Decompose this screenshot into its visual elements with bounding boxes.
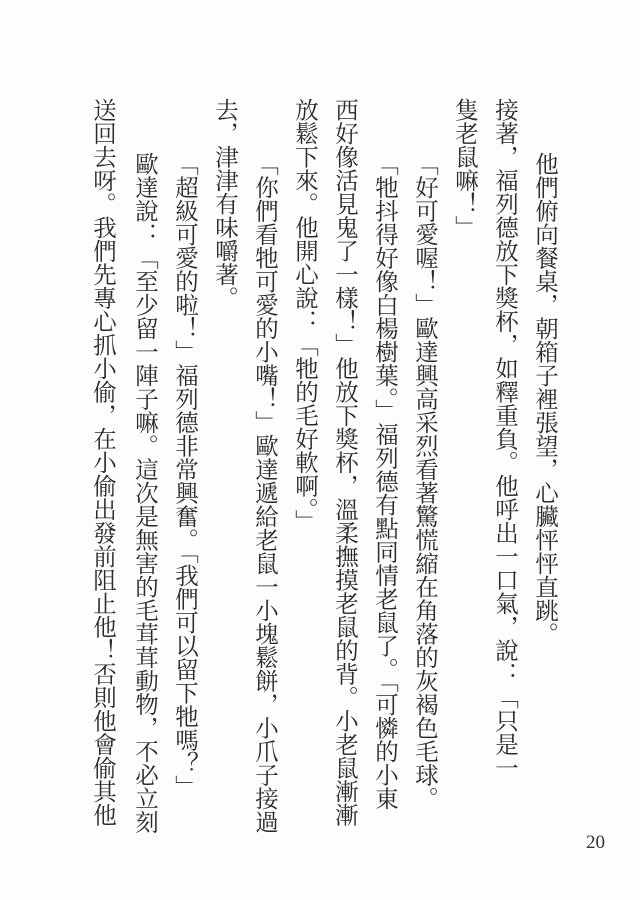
text-column: 送回去呀。我們先專心抓小偷，在小偷出發前阻止他！否則他會偷其他 — [89, 98, 117, 827]
text-column: 放鬆下來。他開心說：「牠的毛好軟啊。」 — [291, 98, 319, 533]
page-number: 20 — [586, 832, 605, 853]
text-column: 「好可愛喔！」歐達興高采烈看著驚慌縮在角落的灰褐色毛球。 — [411, 152, 439, 810]
text-column: 去，津津有味嚼著。 — [211, 98, 239, 310]
text-column: 他們俯向餐桌，朝箱子裡張望，心臟怦怦直跳。 — [531, 152, 559, 646]
text-column: 「牠抖得好像白楊樹葉。」福列德有點同情老鼠了。「可憐的小東 — [371, 152, 399, 810]
text-column: 「超級可愛的啦！」福列德非常興奮。「我們可以留下牠嗎？」 — [171, 152, 199, 799]
text-column: 「你們看牠可愛的小嘴！」歐達遞給老鼠一小塊鬆餅，小爪子接過 — [251, 152, 279, 834]
text-column: 歐達說：「至少留一陣子嘛。這次是無害的毛茸茸動物，不必立刻 — [131, 152, 159, 834]
text-column: 接著，福列德放下獎杯，如釋重負。他呼出一口氣，說：「只是一 — [491, 98, 519, 780]
text-column: 西好像活見鬼了一樣！」他放下獎杯，溫柔撫摸老鼠的背。小老鼠漸漸 — [331, 98, 359, 827]
text-column: 隻老鼠嘛！」 — [451, 98, 479, 239]
